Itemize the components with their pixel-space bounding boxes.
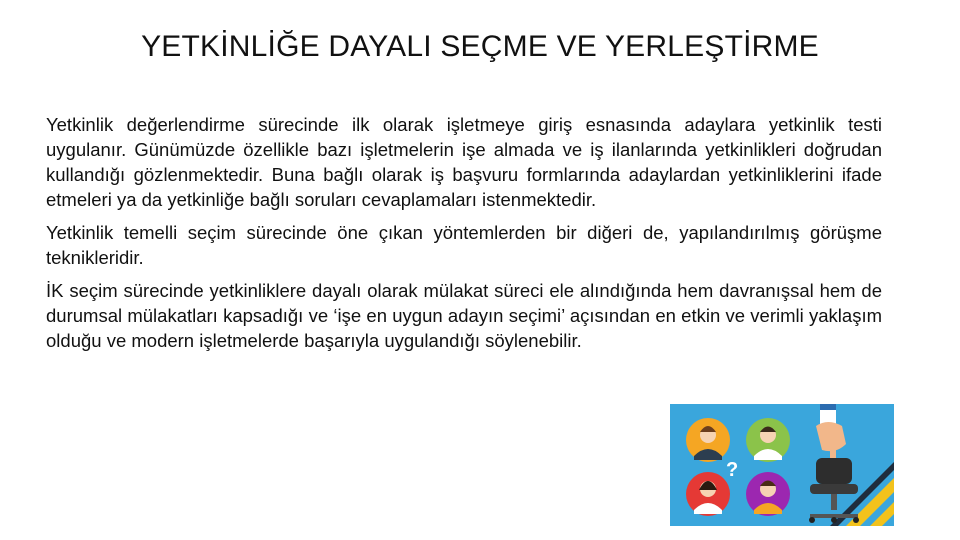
paragraph-1: Yetkinlik değerlendirme sürecinde ilk olarak işletmeye giriş esnasında adaylara yetkinlik testi uygulanır. Günümüzde özellikle bazı işletmelerin işe almada ve iş ilanlarında yetkinlikleri doğrudan kullandığı gözlenmektedir. Buna bağlı olarak iş başvuru formlarında adaylardan yetkinliklerini ifade etmeleri ya da yetkinliğe bağlı soruları cevaplamaları istenmektedir. bbox=[46, 114, 882, 210]
hand-icon bbox=[816, 404, 846, 458]
paragraph-3: İK seçim sürecinde yetkinliklere dayalı olarak mülakat süreci ele alındığında hem davranışsal hem de durumsal mülakatları kapsadığı ve ‘işe en uygun adayın seçimi’ açısından en etkin ve verimli yaklaşım olduğu ve modern işletmelerde başarıyla uygulandığı söylenebilir. bbox=[46, 280, 882, 351]
person-avatar-icon bbox=[746, 418, 790, 462]
person-avatar-icon bbox=[686, 418, 730, 462]
slide-body bbox=[46, 112, 882, 361]
person-avatar-icon bbox=[746, 472, 790, 516]
question-mark: ? bbox=[726, 459, 739, 481]
paragraph-2: Yetkinlik temelli seçim sürecinde öne çıkan yöntemlerden bir diğeri de, yapılandırılmış görüşme teknikleridir. bbox=[46, 222, 882, 268]
slide-title: YETKİNLİĞE DAYALI SEÇME VE YERLEŞTİRME bbox=[141, 30, 819, 63]
office-chair-icon bbox=[809, 458, 859, 523]
recruitment-illustration bbox=[670, 404, 894, 526]
recruitment-graphic bbox=[670, 404, 894, 526]
person-avatar-icon bbox=[686, 472, 730, 516]
